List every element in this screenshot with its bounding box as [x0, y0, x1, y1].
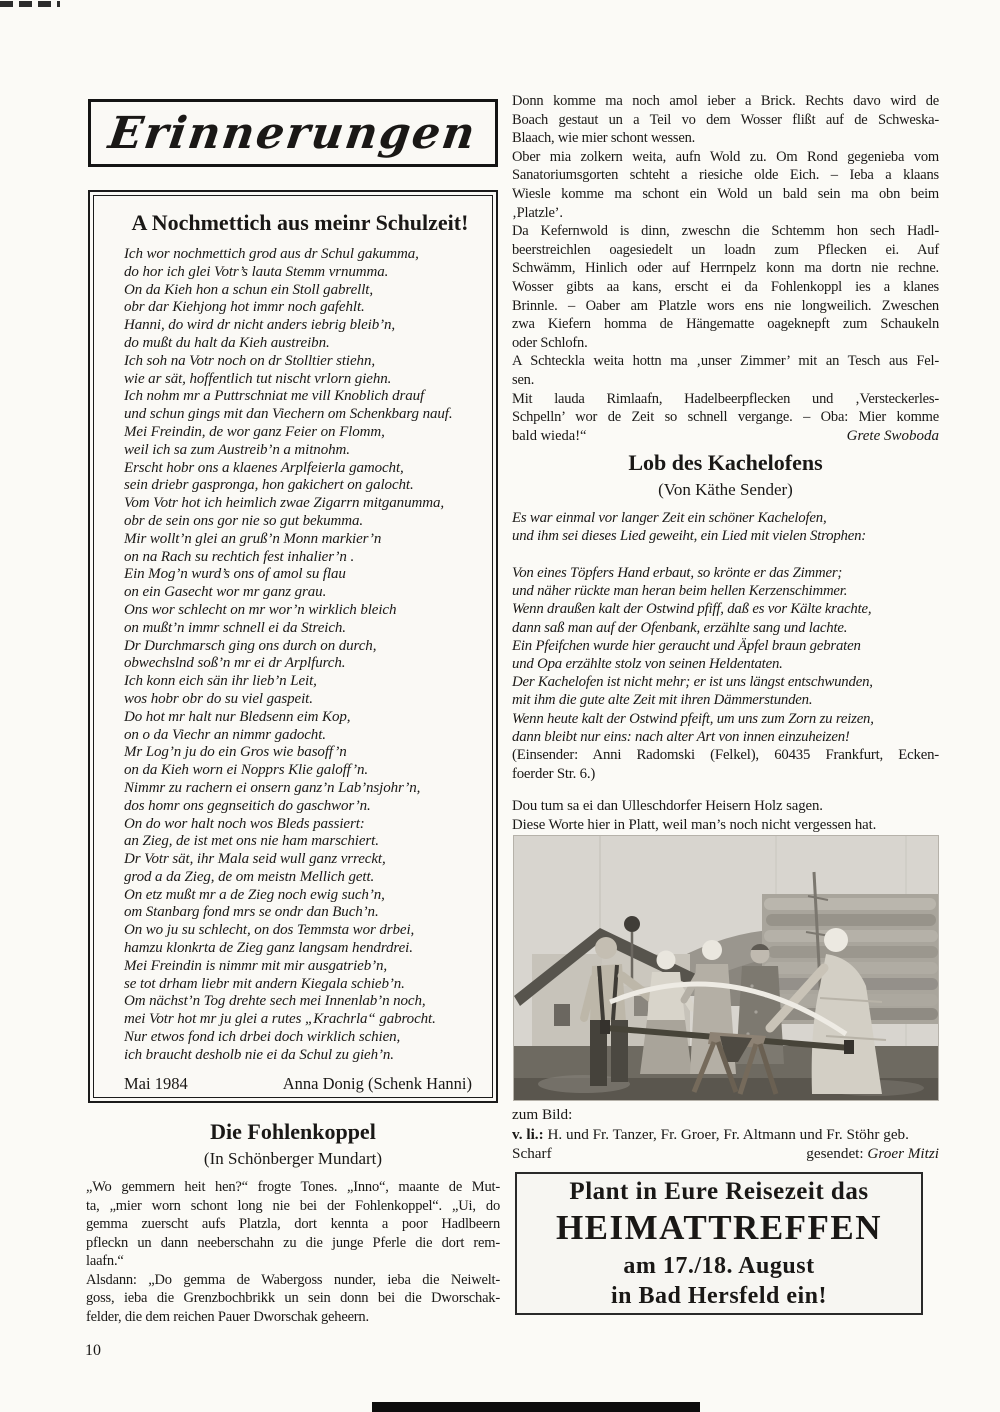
text-line: Dou tum sa ei dan Ulleschdorfer Heisern Holz sagen. — [512, 798, 823, 815]
poem-line: obr de sein ons gor nie so gut bekumma. — [124, 512, 363, 529]
poem-line: Do hot mr halt nur Bledsenn eim Kop, — [124, 708, 351, 725]
poem-line: On etz mußt mr a de Zieg noch ewig such’n, — [124, 886, 385, 903]
caption-vli-label: v. li.: — [512, 1125, 544, 1143]
poem-line: Ich nohm mr a Puttrschniat me vill Knoblich drauf — [124, 388, 425, 405]
text-line: (Einsender: Anni Radomski (Felkel), 60435 Frankfurt, Ecken- — [512, 746, 939, 763]
poem-line: ich braucht desholb nie ei da Schul zu gieh’n. — [124, 1046, 394, 1063]
einsender-note — [512, 746, 939, 783]
poem-line: Wenn heute kalt der Ostwind pfeift, um uns zum Zorn zu reizen, — [512, 710, 874, 727]
text-line: felder, die dem reichen Pauer Dworschak geheern. — [86, 1308, 369, 1325]
contributor-name: Grete Swoboda — [846, 427, 939, 444]
fohlenkoppel-paragraph-2 — [86, 1271, 500, 1327]
right-paragraph-5 — [512, 390, 939, 427]
text-line: beerstreichlen oagesiedelt un loadn zum Pflecken ei. Auf — [512, 241, 939, 258]
text-line: Sanatoriumsgorten schteht a riesiche olde Eich. – Ieba a klaans — [512, 167, 939, 184]
text-line: ta, „mier worn schont long nie bei der Fohlenkoppel“. „Ui, do — [86, 1197, 500, 1214]
poem-line: Ein Mog’n wurd’s ons of amol su flau — [124, 566, 346, 583]
text-line: Wosser gibts aa kans, erscht ei da Fohlenkoppl ies a klanes — [512, 278, 939, 295]
text-line: Brinnle. – Oaber am Platzle wors ens nie longweilich. Zweschen — [512, 297, 939, 314]
text-line: pfleckn un dann neeberschahn zu die junge Pferle die dort rem- — [86, 1234, 500, 1251]
group-photo — [514, 836, 938, 1100]
poem-line: dann saß man auf der Ofenbank, erzählte sang und lachte. — [512, 619, 848, 636]
kachelofen-poem — [512, 509, 939, 746]
poem-line: grod a da Zieg, de om meistn Mellich gett. — [124, 868, 375, 885]
text-line: Mit lauda Rimlaafn, Hadelbeerpflecken und ‚Versteckerles- — [512, 390, 939, 407]
poem-line: On wo ju su schlecht, on dos Temmsta wor drbei, — [124, 922, 415, 939]
text-line: ‚Platzle’. — [512, 204, 563, 221]
text-line: Donn komme ma noch amol ieber a Brick. Rechts davo wird de — [512, 93, 939, 109]
poem-line: wos hobr obr do su viel gaspeit. — [124, 690, 313, 707]
scan-artifact-top-left — [0, 1, 60, 7]
announcement-line-3: am 17./18. August — [623, 1252, 815, 1279]
poem-line — [512, 546, 939, 564]
right-paragraph-3 — [512, 222, 939, 352]
masthead-title: Erinnerungen — [105, 107, 481, 159]
text-line: oder Schlofn. — [512, 334, 588, 351]
poem-line: mei Votr hot mr ju glei a rutes „Krachrla“ gabrocht. — [124, 1011, 436, 1028]
kachelofen-title: Lob des Kachelofens — [628, 450, 823, 476]
poem-line: hamzu klonkrta de Zieg ganz langsam hendrdrei. — [124, 940, 413, 957]
poem-line: Mr Log’n ju do ein Gros wie basoff’n — [124, 744, 347, 761]
poem-line: on mußt’n immr schnell ei da Streich. — [124, 619, 346, 636]
poem-box — [88, 190, 498, 1103]
text-line: goss, ieba die Grenzbochbrikk un sein donn bei die Dworschak- — [86, 1290, 500, 1306]
poem-line: dann bleibt nur eins: nach alter Art von innen einzuheizen! — [512, 728, 850, 745]
poem-line: on o da Viechr an nimmr gadocht. — [124, 726, 326, 743]
poem-line: Hanni, do wird dr nicht anders iebrig bleib’n, — [124, 317, 396, 334]
poem-title: A Nochmettich aus meinr Schulzeit! — [131, 210, 469, 235]
poem-author: Anna Donig (Schenk Hanni) — [282, 1073, 472, 1093]
platt-note — [512, 797, 939, 834]
poem-line: Nur etwos fond ich drbei doch wirklich schien, — [124, 1029, 401, 1046]
poem-line: on ein Gasecht wor mr ganz grau. — [124, 584, 327, 601]
text-line: Blaach, wie mier schont wessen. — [512, 130, 696, 147]
poem-line: On do wor halt noch wos Bleds passiert: — [124, 815, 365, 832]
poem-box-inner — [93, 195, 493, 1098]
right-paragraph-2 — [512, 148, 939, 222]
poem-line: Mei Freindin is nimmr mit mir ausgatrieb’n, — [124, 957, 388, 974]
text-line: Wiesle komme ma schont ein Wold un bald sein ma obn beim — [512, 185, 939, 202]
text-line: Diese Worte hier in Platt, weil man’s noch nicht vergessen hat. — [512, 816, 877, 833]
poem-line: Dr Durchmarsch ging ons durch on durch, — [124, 637, 377, 654]
poem-line: mit ihm die gute alte Zeit mit ihren Dämmerstunden. — [512, 692, 813, 709]
swoboda-signature-row — [512, 427, 939, 446]
announcement-line-1: Plant in Eure Reisezeit das — [569, 1177, 869, 1205]
poem-line: Wenn draußen kalt der Ostwind pfiff, daß es vor Kälte krachte, — [512, 601, 872, 618]
group-photo-illustration — [514, 836, 938, 1100]
poem-line: om Stanbarg fond mrs se ondr dan Buch’n. — [124, 904, 379, 921]
poem-line: wie ar sät, hoffentlich tut nischt vrlorn giehn. — [124, 370, 392, 387]
kachelofen-subtitle: (Von Käthe Sender) — [658, 480, 793, 500]
caption-names: H. und Fr. Tanzer, Fr. Groer, Fr. Altmann und Fr. Stöhr geb. — [547, 1125, 909, 1143]
fohlenkoppel-section — [86, 1120, 500, 1326]
poem-line: Dr Votr sät, ihr Mala seid wull ganz vrreckt, — [124, 851, 386, 868]
text-line: laafn.“ — [86, 1253, 124, 1269]
text-line: gemma zuerscht aufs Platzla, dort kennta a poor Hadlbeern — [86, 1216, 500, 1232]
poem-line: Ich konn eich sän ihr lieb’n Leit, — [124, 673, 317, 690]
caption-bottom-row — [512, 1144, 939, 1164]
announcement-line-2: HEIMATTREFFEN — [555, 1207, 883, 1247]
text-line: Ober mia zolkern weita, aufn Wold zu. Om Rond gegenieba vom — [512, 148, 939, 165]
poem-line: Erscht hobr ons a klaenes Arplfeierla gamocht, — [124, 459, 404, 476]
poem-line: an Zieg, de ist met ons nie ham marschiert. — [124, 833, 379, 850]
poem-line: on da Kieh worn ei Nopprs Klie galoff’n. — [124, 762, 369, 779]
poem-line: Ich wor nochmettich grod aus dr Schul gakumma, — [124, 246, 419, 262]
poem-line: weil ich sa zum Austreib’n a mitnohm. — [124, 441, 350, 458]
poem-line: Mir wollt’n glei an gruß’n Monn markier’n — [124, 530, 382, 547]
poem-line: Vom Votr hot ich heimlich zwae Zigarrn mitganumma, — [124, 495, 444, 512]
poem-line: Der Kachelofen ist nicht mehr; er ist uns längst entschwunden, — [512, 674, 873, 691]
poem-line: Om nächst’n Tog drehte sech mei Innenlab’n noch, — [124, 993, 426, 1010]
poem-line: Mei Freindin, de wor ganz Feier on Flomm, — [124, 423, 385, 440]
poem-line: Ons wor schlecht on mr wor’n wirklich bleich — [124, 601, 397, 618]
text-line: Schpelln’ wor de Zeit so schnell vergange. – Oba: Mier komme — [512, 409, 939, 426]
poem-line: obwechslnd soß’n mr ei dr Arplfurch. — [124, 655, 346, 672]
right-paragraph-1 — [512, 92, 939, 148]
photo-caption — [512, 1105, 939, 1164]
paragraph-end-text: bald wieda!“ — [512, 427, 587, 444]
announcement-line-4: in Bad Hersfeld ein! — [610, 1282, 827, 1309]
caption-intro: zum Bild: — [512, 1106, 573, 1123]
text-line: „Wo gemmern heit hen?“ frogte Tones. „Inno“, maante de Mut- — [86, 1179, 500, 1195]
poem-line: se tot drham liebr mit andern Kiegala schieb’n. — [124, 975, 405, 992]
poem-line: Es war einmal vor langer Zeit ein schöner Kachelofen, — [512, 510, 827, 527]
text-line: sen. — [512, 371, 535, 388]
poem-line: dos homr ons gegnseitich do gaschwor’n. — [124, 797, 371, 814]
poem-body — [124, 246, 476, 1065]
fohlenkoppel-subtitle: (In Schönberger Mundart) — [203, 1149, 383, 1168]
text-line: zwa Kiefern homma de Hängematte oageknepft zum Schaukeln — [512, 316, 939, 333]
poem-line: sein driebr gaspronga, hon gakichert on galocht. — [124, 477, 414, 494]
caption-names-continued: Scharf — [512, 1145, 552, 1162]
text-line: A Schteckla weita hottn ma ‚unser Zimmer’ mit an Tesch aus Fel- — [512, 353, 939, 370]
poem-line: On da Kieh hon a schun ein Stoll gabrellt, — [124, 281, 373, 298]
text-line: Alsdann: „Do gemma de Wabergoss nunder, ieba die Neiwelt- — [86, 1271, 500, 1288]
text-line: foerder Str. 6.) — [512, 765, 596, 782]
masthead-box — [88, 99, 498, 167]
page-number: 10 — [85, 1342, 101, 1359]
poem-line: obr dar Kiehjong hot immr noch gafehlt. — [124, 299, 365, 316]
scan-artifact-bottom — [372, 1402, 700, 1412]
caption-sender-label: gesendet: — [806, 1145, 864, 1162]
caption-names-line — [512, 1125, 939, 1145]
poem-line: on na Rach su rechtich fest inhalier’n . — [124, 548, 355, 565]
poem-line: und schun gings mit dan Viechern om Schenkbarg nauf. — [124, 406, 453, 423]
poem-line: und Opa erzählte stolz von seinen Heldentaten. — [512, 655, 783, 672]
text-line: Boach gestaut un a Teil vo dem Wosser flißt auf de Schweska- — [512, 111, 939, 128]
poem-signature — [124, 1074, 476, 1094]
fohlenkoppel-title: Die Fohlenkoppel — [210, 1119, 376, 1144]
poem-line: und näher rückte man heran beim hellen Kerzenschimmer. — [512, 583, 848, 600]
caption-sender — [806, 1144, 939, 1164]
poem-line: Nimmr zu rachern ei onsern ganz’n Lab’nsjohr’n, — [124, 779, 421, 796]
text-line: Schwämm, Hinlich oder auf Herrnpelz konn ma dortn nie rechne. — [512, 260, 939, 277]
poem-line: do mußt du halt da Kieh austreibn. — [124, 334, 330, 351]
right-column — [512, 92, 939, 834]
fohlenkoppel-paragraph-1 — [86, 1178, 500, 1271]
poem-line: do hor ich glei Votr’s lauta Stemm vrnumma. — [124, 263, 389, 280]
caption-sender-name: Groer Mitzi — [867, 1145, 939, 1162]
poem-date: Mai 1984 — [124, 1073, 188, 1093]
poem-line: Ich soh na Votr noch on dr Stolltier stiehn, — [124, 352, 376, 369]
text-line: Da Kefernwold is dinn, zweschn die Schtemm hon sech Hadl- — [512, 223, 939, 240]
right-paragraph-4 — [512, 352, 939, 389]
announcement-box — [515, 1172, 923, 1315]
poem-line: Ein Pfeifchen wurde hier geraucht und Äpfel braun gebraten — [512, 637, 861, 654]
poem-line: Von eines Töpfers Hand erbaut, so krönte er das Zimmer; — [512, 564, 843, 581]
poem-line: und ihm sei dieses Lied geweiht, ein Lied mit vielen Strophen: — [512, 528, 867, 545]
